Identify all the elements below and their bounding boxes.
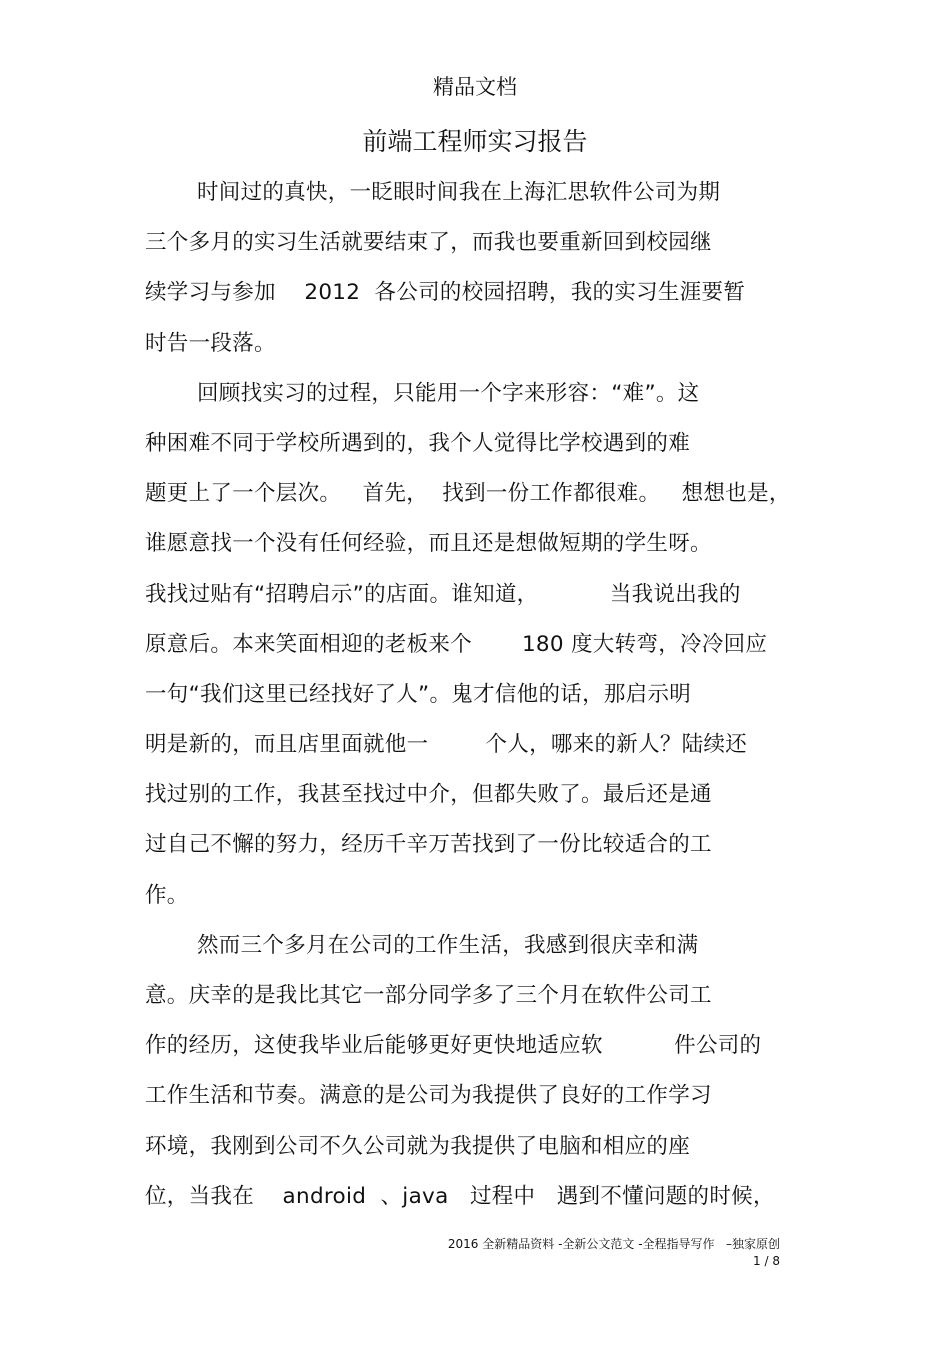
text-line: 回顾找实习的过程，只能用一个字来形容：“难”。这	[197, 380, 700, 406]
document-title: 前端工程师实习报告	[362, 127, 588, 156]
text-line: 原意后。本来笑面相迎的老板来个 180 度大转弯，冷冷回应	[145, 631, 768, 657]
text-line: 找过别的工作，我甚至找过中介，但都失败了。最后还是通	[145, 782, 712, 808]
text-line: 种困难不同于学校所遇到的，我个人觉得比学校遇到的难	[145, 430, 691, 456]
text-line: 时告一段落。	[145, 330, 276, 356]
text-line: 工作生活和节奏。满意的是公司为我提供了良好的工作学习	[145, 1083, 712, 1109]
text-line: 作。	[145, 882, 189, 908]
text-line: 题更上了一个层次。 首先， 找到一份工作都很难。 想想也是，	[145, 481, 791, 507]
text-line: 过自己不懈的努力，经历千辛万苦找到了一份比较适合的工	[145, 832, 712, 858]
text-line: 时间过的真快，一眨眼时间我在上海汇思软件公司为期	[197, 180, 721, 205]
text-line: 三个多月的实习生活就要结束了，而我也要重新回到校园继	[145, 230, 712, 256]
text-line: 环境，我刚到公司不久公司就为我提供了电脑和相应的座	[145, 1133, 691, 1159]
page-number: 1 / 8	[753, 1254, 780, 1268]
body-text	[145, 176, 825, 1230]
text-line: 位，当我在 android 、java 过程中 遇到不懂问题的时候，	[145, 1183, 775, 1209]
page-footer: 2016 全新精品资料 -全新公文范文 -全程指导写作 –独家原创	[447, 1237, 780, 1251]
page-header: 精品文档	[433, 75, 517, 99]
text-line: 我找过贴有“招聘启示”的店面。谁知道， 当我说出我的	[145, 581, 741, 607]
text-line: 意。庆幸的是我比其它一部分同学多了三个月在软件公司工	[145, 983, 712, 1008]
text-line: 作的经历，这使我毕业后能够更好更快地适应软 件公司的	[145, 1033, 762, 1059]
text-line: 然而三个多月在公司的工作生活，我感到很庆幸和满	[197, 932, 699, 958]
text-line: 一句“我们这里已经找好了人”。鬼才信他的话，那启示明	[145, 681, 692, 707]
text-line: 明是新的，而且店里面就他一 个人，哪来的新人？陆续还	[145, 732, 748, 758]
text-line: 谁愿意找一个没有任何经验，而且还是想做短期的学生呀。	[145, 531, 712, 557]
text-line: 续学习与参加 2012 各公司的校园招聘，我的实习生涯要暂	[145, 280, 746, 306]
